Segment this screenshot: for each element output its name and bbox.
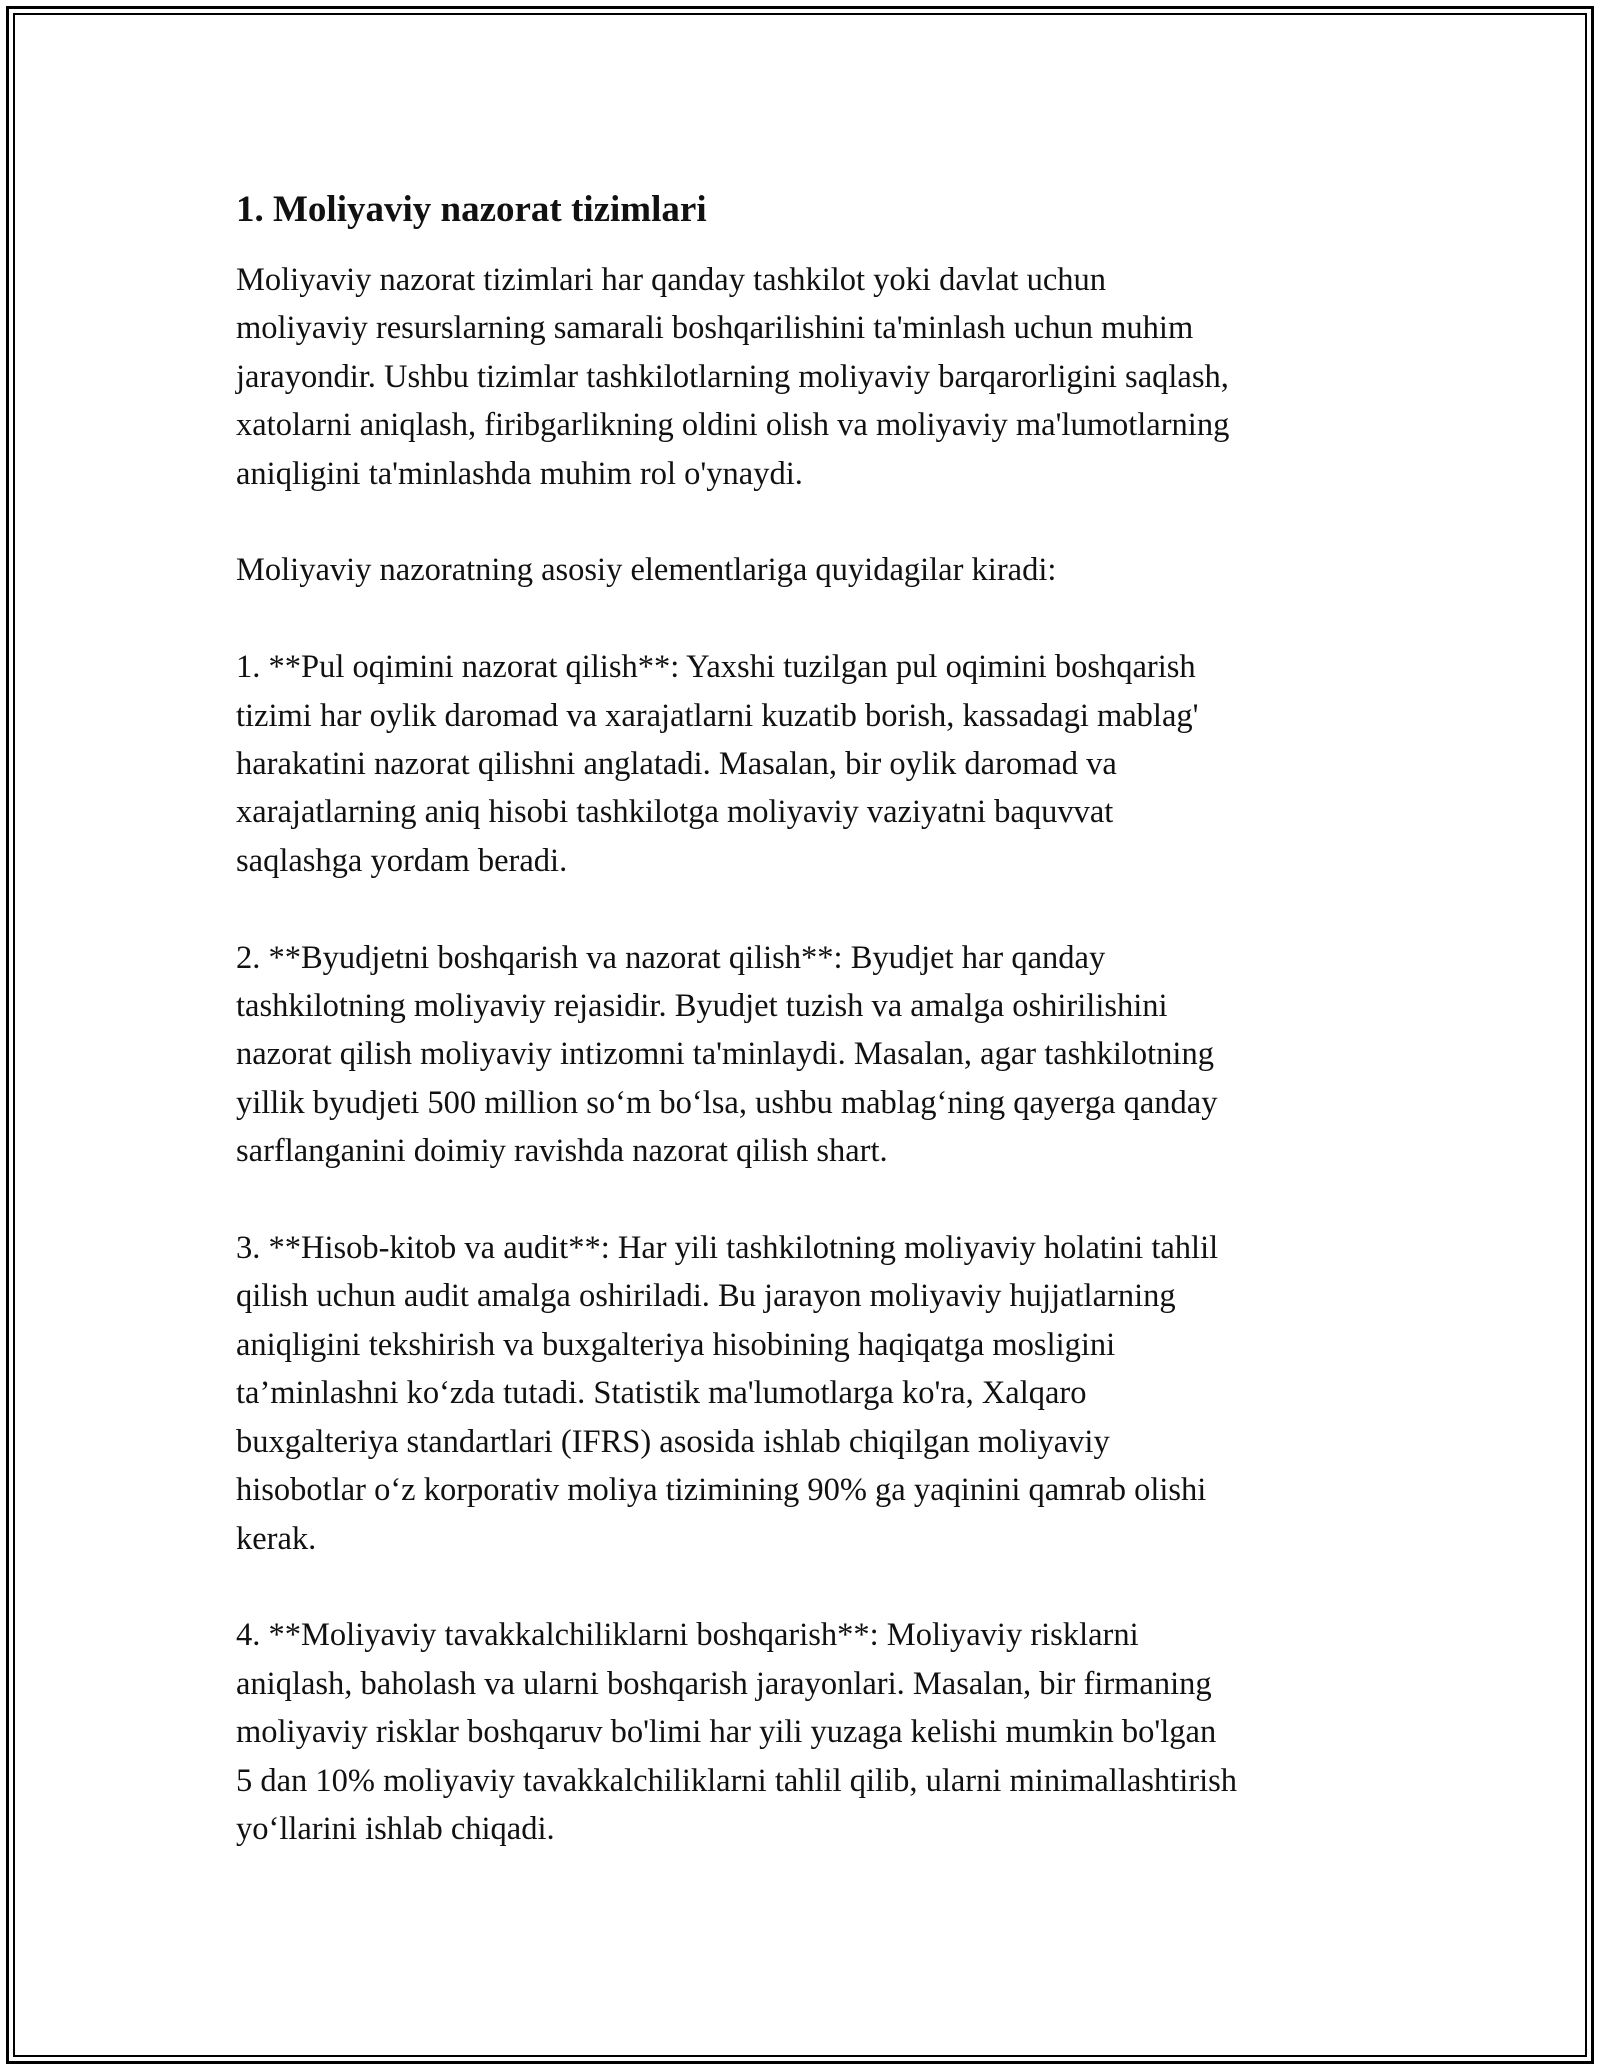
list-item-cash-flow: 1. **Pul oqimini nazorat qilish**: Yaxshi tuzilgan pul oqimini boshqarish tizimi har oylik daromad va xarajatlarni kuzatib borish, kassadagi mablag' harakatini nazorat qilishni anglatadi. Masalan, bir oylik daromad va xarajatlarning aniq hisobi tashkilotga moliyaviy vaziyatni baquvvat saqlashga yordam beradi.: [236, 649, 1199, 879]
list-item-risk: 4. **Moliyaviy tavakkalchiliklarni boshqarish**: Moliyaviy risklarni aniqlash, baholash va ularni boshqarish jarayonlari. Masalan, bir firmaning moliyaviy risklar boshqaruv bo'limi har yili yuzaga kelishi mumkin bo'lgan 5 dan 10% moliyaviy tavakkalchiliklarni tahlil qilib, ularni minimallashtirish yo‘llarini ishlab chiqadi.: [236, 1617, 1237, 1847]
document-body: [236, 186, 1396, 1902]
list-item-audit: 3. **Hisob-kitob va audit**: Har yili tashkilotning moliyaviy holatini tahlil qilish uchun audit amalga oshiriladi. Bu jarayon moliyaviy hujjatlarning aniqligini tekshirish va buxgalteriya hisobining haqiqatga mosligini ta’minlashni ko‘zda tutadi. Statistik ma'lumotlarga ko'ra, Xalqaro buxgalteriya standartlari (IFRS) asosida ishlab chiqilgan moliyaviy hisobotlar o‘z korporativ moliya tizimining 90% ga yaqinini qamrab olishi kerak.: [236, 1230, 1219, 1557]
section-heading: 1. Moliyaviy nazorat tizimlari: [236, 189, 707, 230]
list-item-budget: 2. **Byudjetni boshqarish va nazorat qilish**: Byudjet har qanday tashkilotning moliyaviy rejasidir. Byudjet tuzish va amalga oshirilishini nazorat qilish moliyaviy intizomni ta'minlaydi. Masalan, agar tashkilotning yillik byudjeti 500 million so‘m bo‘lsa, ushbu mablag‘ning qayerga qanday sarflanganini doimiy ravishda nazorat qilish shart.: [236, 939, 1218, 1170]
elements-intro-paragraph: Moliyaviy nazoratning asosiy elementlariga quyidagilar kiradi:: [236, 552, 1057, 589]
intro-paragraph: Moliyaviy nazorat tizimlari har qanday tashkilot yoki davlat uchun moliyaviy resurslarning samarali boshqarilishini ta'minlash uchun muhim jarayondir. Ushbu tizimlar tashkilotlarning moliyaviy barqarorligini saqlash, xatolarni aniqlash, firibgarlikning oldini olish va moliyaviy ma'lumotlarning aniqligini ta'minlashda muhim rol o'ynaydi.: [236, 262, 1230, 492]
